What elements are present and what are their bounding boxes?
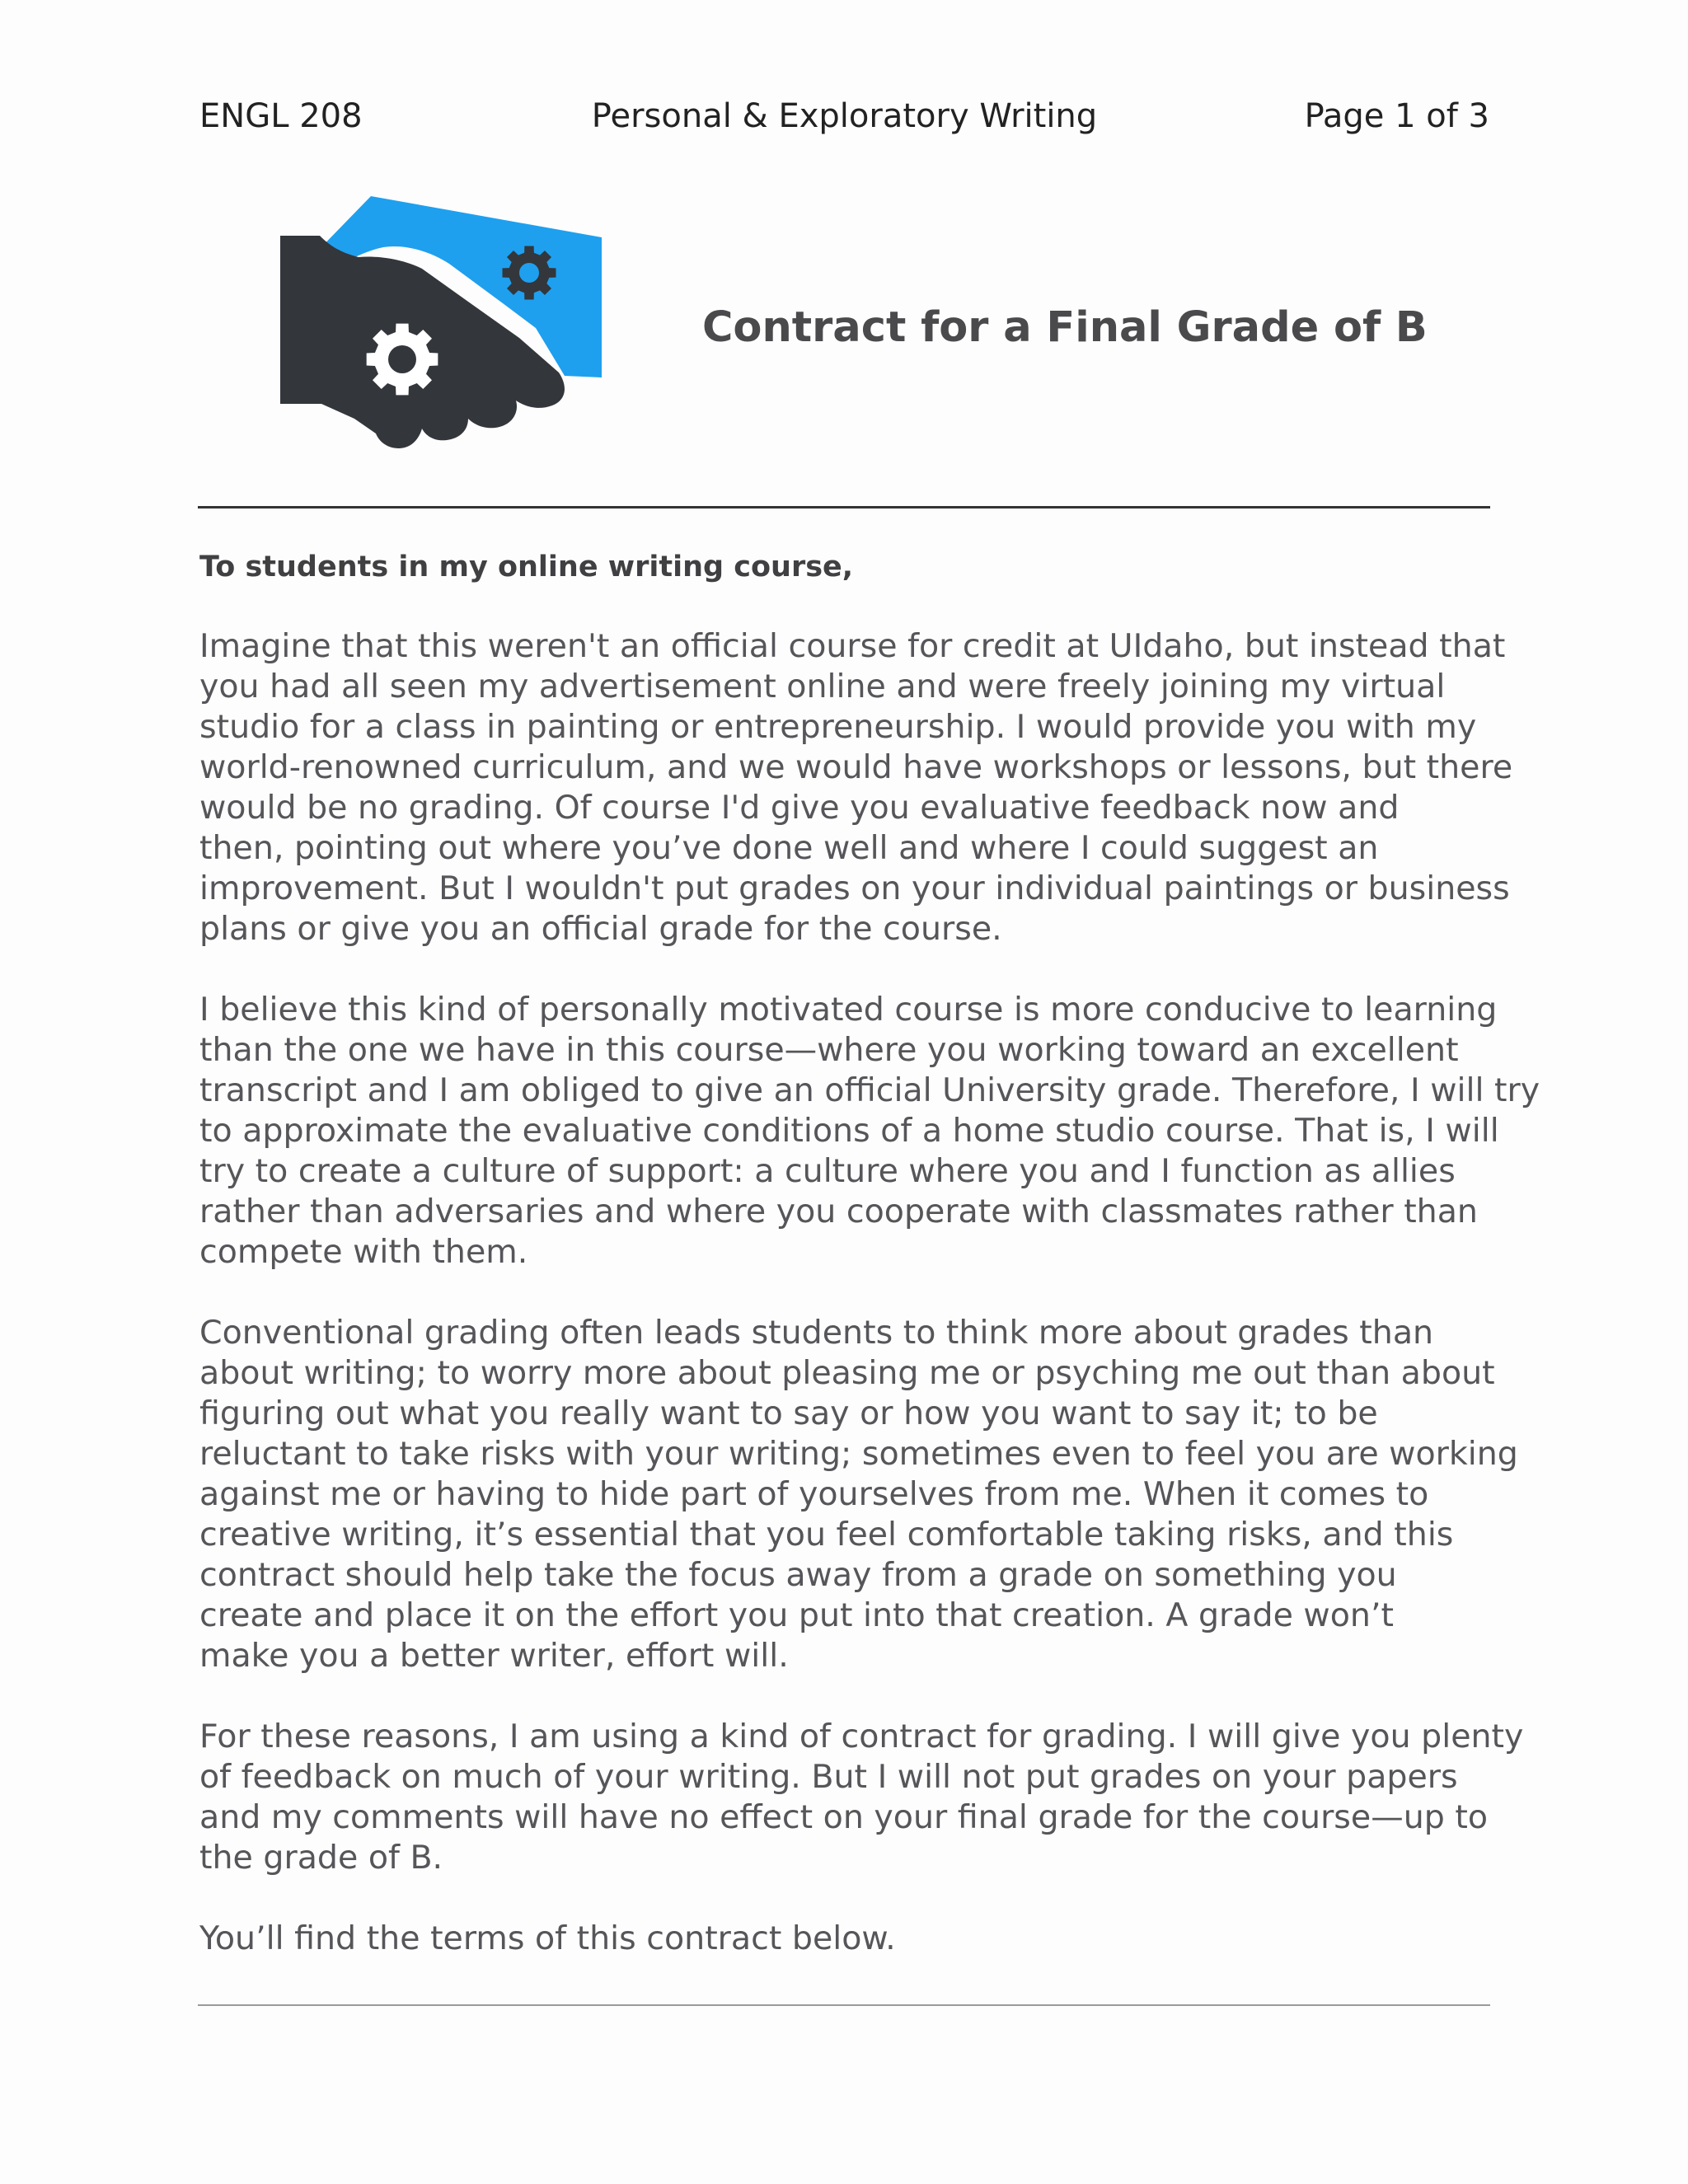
paragraph [199, 990, 1540, 1272]
paragraph-line: world-renowned curriculum, and we would have workshops or lessons, but there [199, 748, 1513, 786]
paragraph-line: You’ll find the terms of this contract below. [199, 1919, 896, 1957]
course-code: ENGL 208 [199, 97, 363, 135]
paragraph-line: transcript and I am obliged to give an official University grade. Therefore, I will try [199, 1071, 1540, 1109]
paragraph-line: creative writing, it’s essential that you feel comfortable taking risks, and this [199, 1516, 1454, 1554]
paragraph-line: improvement. But I wouldn't put grades on your individual paintings or business [199, 869, 1510, 907]
salutation: To students in my online writing course, [199, 551, 854, 583]
paragraph-line: about writing; to worry more about pleasing me or psyching me out than about [199, 1354, 1495, 1392]
paragraph-line: create and place it on the effort you put into that creation. A grade won’t [199, 1596, 1394, 1634]
paragraph-line: than the one we have in this course—where you working toward an excellent [199, 1031, 1459, 1069]
paragraph [199, 1919, 1493, 1959]
paragraph-line: rather than adversaries and where you cooperate with classmates rather than [199, 1193, 1478, 1230]
gear-large-icon [367, 324, 438, 396]
paragraph-line: would be no grading. Of course I'd give you evaluative feedback now and [199, 789, 1400, 827]
paragraph-line: studio for a class in painting or entrepreneurship. I would provide you with my [199, 708, 1477, 746]
bottom-divider [198, 2004, 1490, 2006]
paragraph-line: against me or having to hide part of yourselves from me. When it comes to [199, 1475, 1429, 1513]
title-divider [198, 506, 1490, 509]
paragraph-line: of feedback on much of your writing. But I will not put grades on your papers [199, 1758, 1458, 1796]
paragraph-line: compete with them. [199, 1233, 528, 1271]
paragraph-line: reluctant to take risks with your writing; sometimes even to feel you are working [199, 1435, 1518, 1473]
handshake-gears-icon [280, 196, 610, 452]
paragraph [199, 1717, 1524, 1878]
paragraph-line: try to create a culture of support: a culture where you and I function as allies [199, 1152, 1456, 1190]
document-title: Contract for a Final Grade of B [702, 303, 1428, 352]
paragraph-line: Imagine that this weren't an official course for credit at UIdaho, but instead that [199, 627, 1506, 665]
page-indicator: Page 1 of 3 [1304, 97, 1489, 135]
paragraph-line: figuring out what you really want to say or how you want to say it; to be [199, 1394, 1378, 1432]
paragraph-line: plans or give you an official grade for the course. [199, 910, 1002, 948]
paragraph-line: I believe this kind of personally motivated course is more conducive to learning [199, 991, 1498, 1029]
course-title: Personal & Exploratory Writing [591, 97, 1098, 135]
paragraph-line: and my comments will have no effect on your final grade for the course—up to [199, 1798, 1489, 1836]
page-header [199, 97, 1489, 143]
paragraph [199, 1313, 1518, 1676]
paragraph-line: For these reasons, I am using a kind of contract for grading. I will give you plenty [199, 1718, 1524, 1755]
paragraph-line: make you a better writer, effort will. [199, 1637, 789, 1675]
paragraph-line: to approximate the evaluative conditions of a home studio course. That is, I will [199, 1112, 1499, 1150]
letter-body [199, 626, 1540, 1999]
paragraph [199, 626, 1513, 949]
paragraph-line: you had all seen my advertisement online and were freely joining my virtual [199, 668, 1446, 705]
gear-small-icon [502, 246, 556, 299]
paragraph-line: Conventional grading often leads students to think more about grades than [199, 1314, 1434, 1352]
paragraph-line: then, pointing out where you’ve done well and where I could suggest an [199, 829, 1379, 867]
paragraph-line: the grade of B. [199, 1839, 443, 1877]
paragraph-line: contract should help take the focus away from a grade on something you [199, 1556, 1397, 1594]
